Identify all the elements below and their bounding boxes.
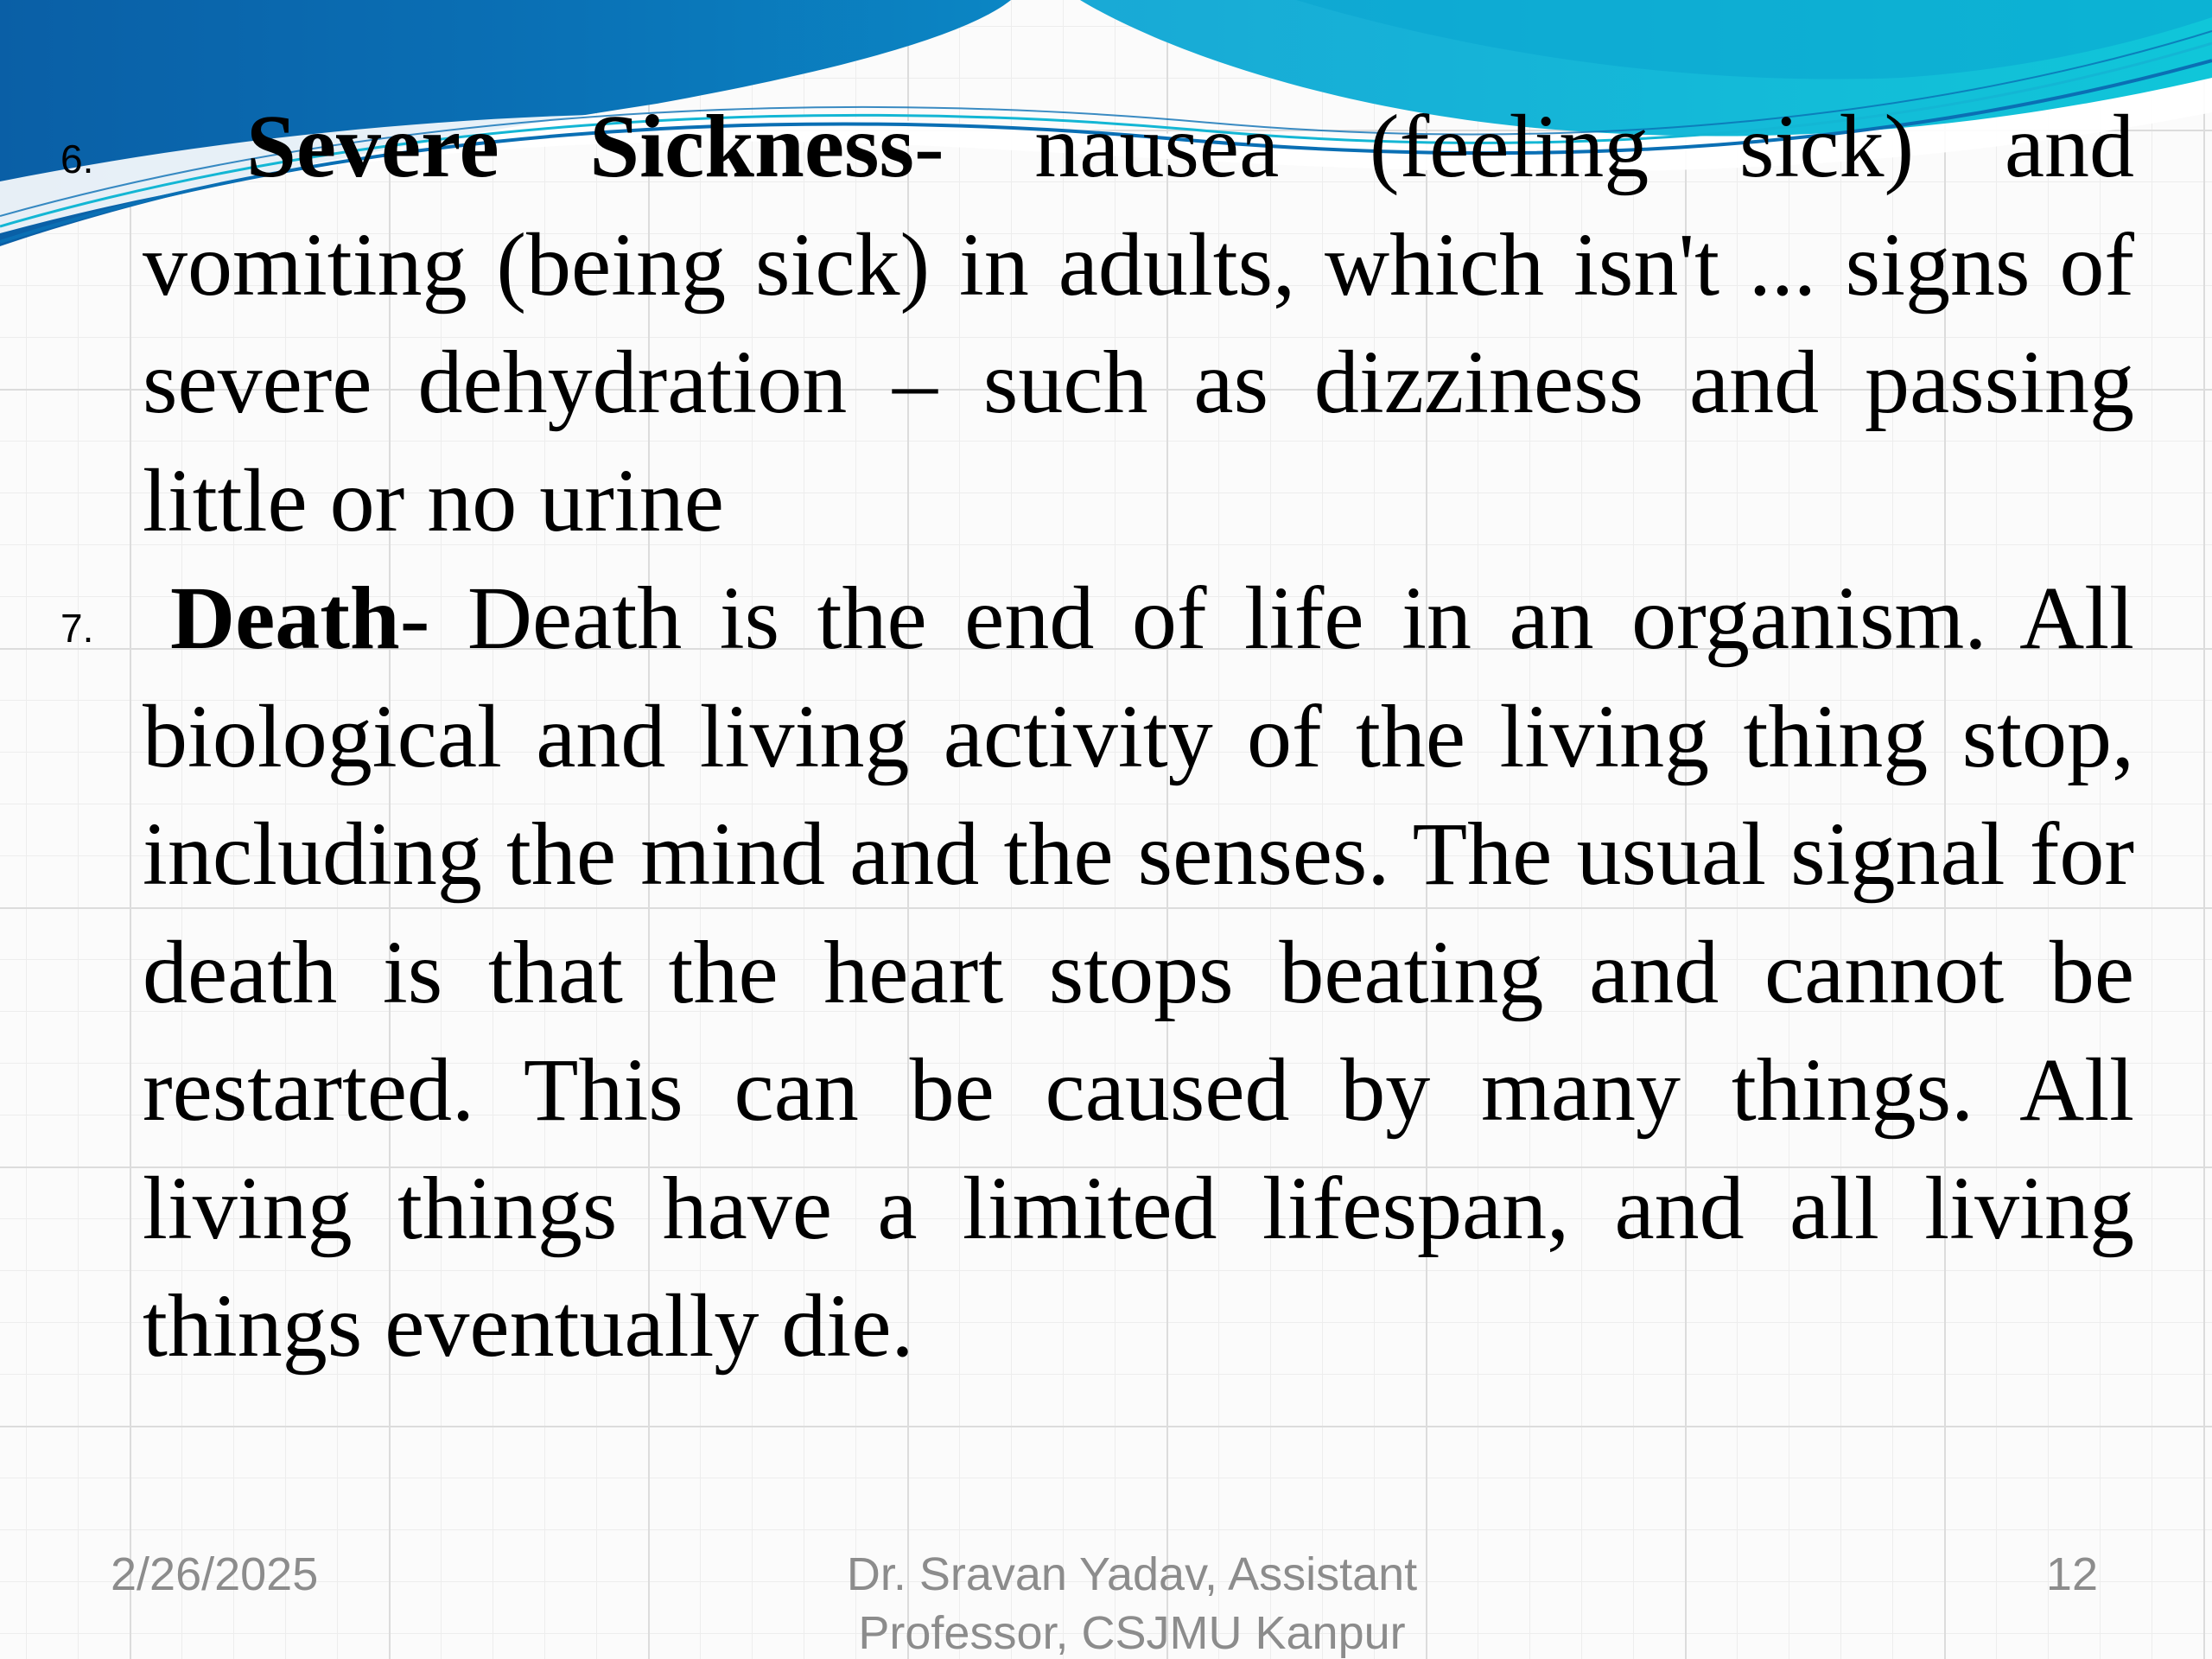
term: Death [170,569,400,668]
definition: - nausea (feeling sick) and vomiting (being sick) in adults, which isn't ... signs of severe dehydration – such as dizziness and passing little or no urine [143,97,2134,550]
list-number: 6. [60,137,94,181]
footer-author: Dr. Sravan Yadav, Assistant Professor, CSJMU Kanpur [846,1548,1418,1659]
term: Severe Sickness [246,97,914,196]
footer-date: 2/26/2025 [111,1548,319,1600]
slide-number: 12 [2045,1548,2098,1600]
definition: - Death is the end of life in an organism. All biological and living activity of the living thing stop, including the mind and the senses. The usual signal for death is that the heart stops beating and cannot be restarted. This can be caused by many things. All living things have a limited lifespan, and all living things eventually die. [143,569,2134,1376]
list-item-body [143,88,2134,560]
list-item-body [143,560,2134,1386]
list-number: 7. [60,606,94,651]
